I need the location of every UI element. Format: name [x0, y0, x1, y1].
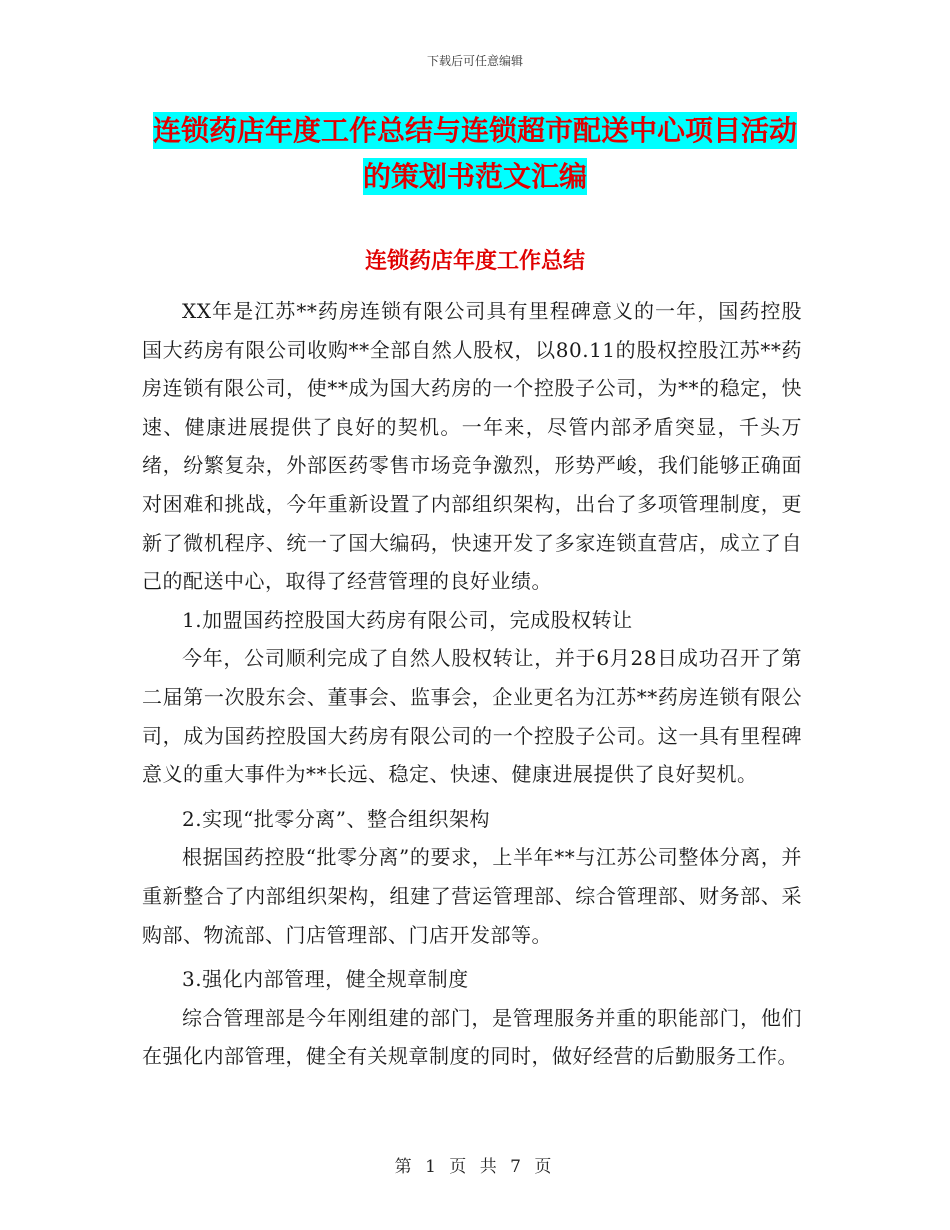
page-header: 下载后可任意编辑 [426, 54, 523, 68]
body-text [142, 292, 802, 1076]
document-title-line-2: 的策划书范文汇编 [362, 160, 587, 193]
paragraph-1: 今年，公司顺利完成了自然人股权转让，并于6月28日成功召开了第二届第一次股东会、董事会、监事会，企业更名为江苏**药房连锁有限公司，成为国药控股国大药房有限公司的一个控股子公司。这一具有里程碑意义的重大事件为**长远、稳定、快速、健康进展提供了良好契机。 [142, 646, 802, 787]
document-title [0, 108, 950, 200]
subheading-1: 1.加盟国药控股国大药房有限公司，完成股权转让 [182, 607, 633, 632]
paragraph-intro: XX年是江苏**药房连锁有限公司具有里程碑意义的一年，国药控股国大药房有限公司收购**全部自然人股权，以80.11的股权控股江苏**药房连锁有限公司，使**成为国大药房的一个控股子公司，为**的稳定，快速、健康进展提供了良好的契机。一年来，尽管内部矛盾突显，千头万绪，纷繁复杂，外部医药零售市场竞争激烈，形势严峻，我们能够正确面对困难和挑战，今年重新设置了内部组织架构，出台了多项管理制度，更新了微机程序、统一了国大编码，快速开发了多家连锁直营店，成立了自己的配送中心，取得了经营管理的良好业绩。 [142, 299, 802, 594]
subheading-2: 2.实现“批零分离”、整合组织架构 [182, 806, 491, 831]
subheading-3: 3.强化内部管理，健全规章制度 [182, 967, 469, 992]
document-title-line-1: 连锁药店年度工作总结与连锁超市配送中心项目活动 [152, 114, 797, 147]
page-number: 第 1 页 共 7 页 [394, 1157, 556, 1177]
paragraph-3: 综合管理部是今年刚组建的部门，是管理服务并重的职能部门，他们在强化内部管理，健全有关规章制度的同时，做好经营的后勤服务工作。 [142, 1005, 802, 1069]
section-title: 连锁药店年度工作总结 [364, 248, 585, 274]
paragraph-2: 根据国药控股“批零分离”的要求，上半年**与江苏公司整体分离，并重新整合了内部组织架构，组建了营运管理部、综合管理部、财务部、采购部、物流部、门店管理部、门店开发部等。 [142, 845, 802, 947]
